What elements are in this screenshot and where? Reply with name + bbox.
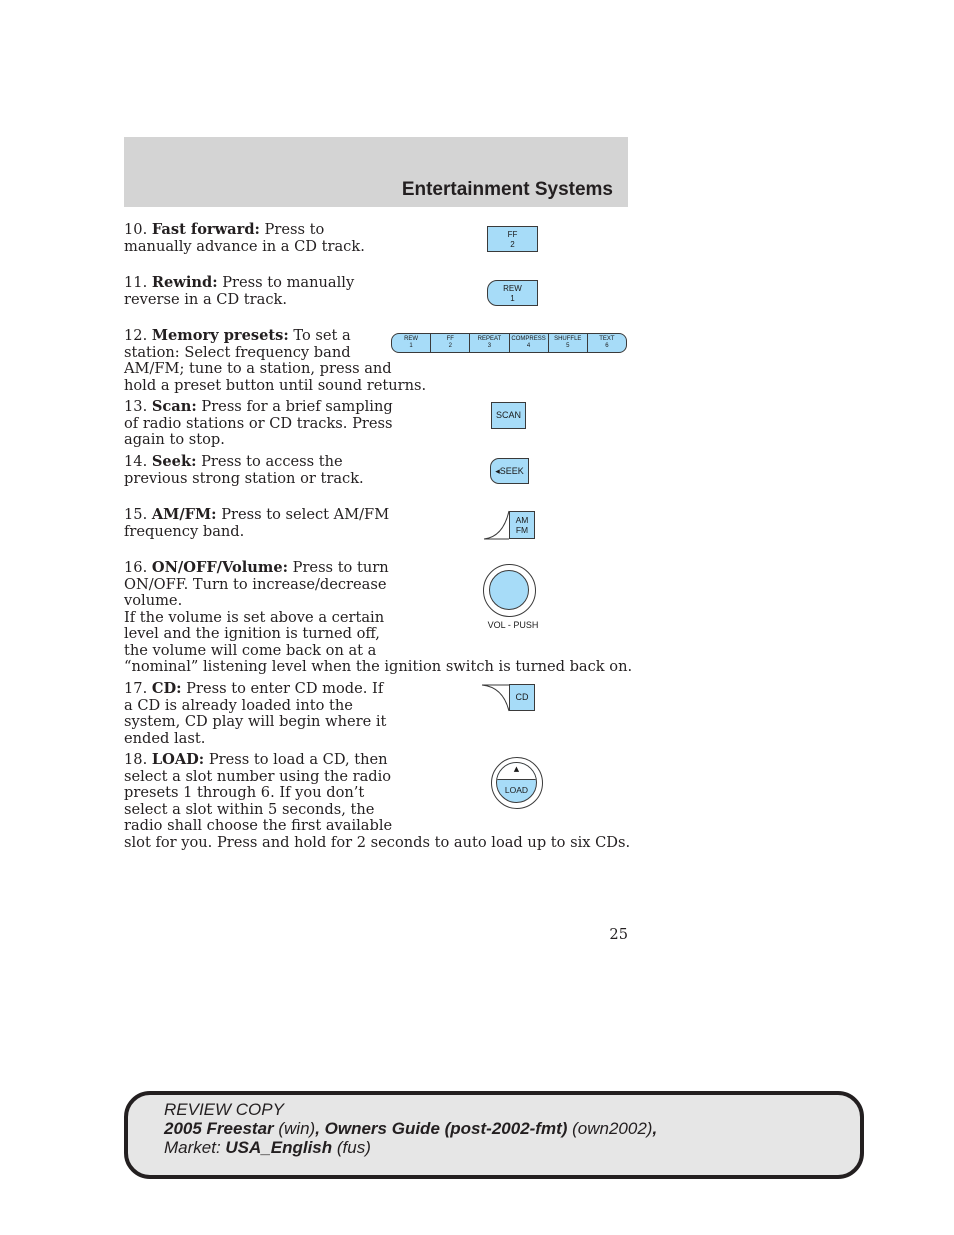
item-cd: 17. CD: Press to enter CD mode. If a CD is already loaded into the system, CD play will begin where it ended last. [124, 680, 387, 747]
preset-button-5[interactable]: SHUFFLE 5 [549, 334, 588, 352]
scan-button[interactable]: SCAN [491, 402, 526, 429]
preset-button-6[interactable]: TEXT 6 [599, 336, 615, 349]
item-fast-forward: 10. Fast forward: Press to manually advance in a CD track. [124, 221, 365, 255]
term-on-off-volume: ON/OFF/Volume: [151, 559, 288, 576]
volume-knob[interactable] [483, 564, 536, 617]
load-button-cap [496, 762, 537, 803]
rew-button[interactable]: REW 1 [487, 280, 538, 306]
item-rewind: 11. Rewind: Press to manually reverse in a CD track. [124, 274, 355, 308]
term-am-fm: AM/FM: [151, 506, 217, 523]
load-button[interactable] [491, 757, 543, 809]
item-on-off-volume: 16. ON/OFF/Volume: Press to turn ON/OFF. Turn to increase/decrease volume. If the volume is set above a certain level and the ignition is turned off, the volume will come back on at a “nominal” listening level when the ignition switch is turned back on. [124, 559, 633, 675]
item-seek: 14. Seek: Press to access the previous strong station or track. [124, 453, 364, 487]
ff-button[interactable]: FF 2 [487, 226, 538, 252]
term-scan: Scan: [151, 398, 197, 415]
market-name: USA_English [225, 1138, 333, 1157]
page-number: 25 [609, 926, 628, 943]
cd-button[interactable]: CD [509, 684, 535, 711]
term-load: LOAD: [151, 751, 205, 768]
term-memory-presets: Memory presets: [151, 327, 289, 344]
cd-button-housing [481, 684, 535, 712]
review-copy-box [124, 1091, 864, 1179]
review-label: REVIEW COPY [164, 1100, 284, 1119]
load-label: LOAD [504, 785, 529, 795]
guide-name: , Owners Guide (post-2002-fmt) [315, 1119, 568, 1138]
eject-icon: ▲ [513, 765, 520, 773]
preset-button-3[interactable]: REPEAT 3 [470, 334, 509, 352]
term-seek: Seek: [151, 453, 197, 470]
volume-knob-cap [489, 570, 529, 610]
preset-button-2[interactable]: FF 2 [431, 334, 470, 352]
item-scan: 13. Scan: Press for a brief sampling of radio stations or CD tracks. Press again to stop. [124, 398, 393, 448]
page-title: Entertainment Systems [401, 179, 613, 200]
item-am-fm: 15. AM/FM: Press to select AM/FM frequency band. [124, 506, 390, 540]
term-cd: CD: [151, 680, 182, 697]
am-fm-button-housing [483, 510, 535, 540]
item-load: 18. LOAD: Press to load a CD, then select a slot number using the radio presets 1 through 6. If you don’t select a slot within 5 seconds, the radio shall choose the first available slot for you. Press and hold for 2 seconds to auto load up to six CDs. [124, 751, 631, 851]
volume-label: VOL - PUSH [487, 620, 539, 630]
review-copy-text: REVIEW COPY 2005 Freestar (win), Owners Guide (post-2002-fmt) (own2002), Market: USA_English (fus) [164, 1100, 658, 1157]
preset-strip [391, 333, 627, 353]
seek-button[interactable]: ◂SEEK [490, 458, 529, 484]
term-fast-forward: Fast forward: [151, 221, 260, 238]
item-memory-presets: 12. Memory presets: To set a station: Select frequency band AM/FM; tune to a station, press and hold a preset button until sound returns. [124, 327, 427, 394]
preset-button-4[interactable]: COMPRESS 4 [510, 334, 549, 352]
term-rewind: Rewind: [151, 274, 218, 291]
model-name: 2005 Freestar [164, 1119, 274, 1138]
preset-button-1[interactable]: REW 1 [392, 334, 431, 352]
header-band [124, 137, 628, 207]
am-fm-button[interactable]: AM FM [509, 511, 535, 539]
